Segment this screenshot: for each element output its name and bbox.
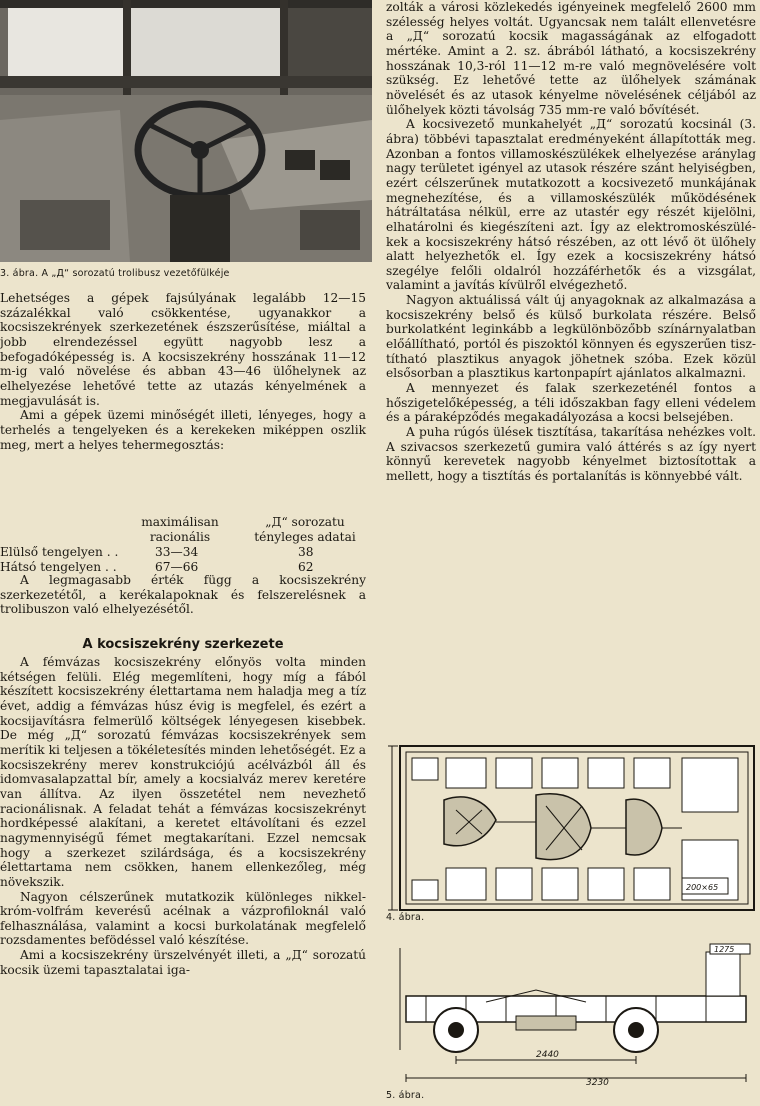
chassis-side-figure — [386, 940, 758, 1096]
dim-label: 3230 — [586, 1078, 609, 1088]
row-value: 38 — [298, 545, 314, 559]
paragraph: zolták a városi közlekedés igényeinek megfelelő 2600 mm szélesség helyes voltát. Ugyancsak nem talált ellenvetésre a „Д“ sorozatú kocsik magasságának az elfogadott mértéke. Amint a 2. sz. ábrából látható, a kocsiszekrény hosszának 10,3-ról 11—12 m-re való megnövelésére volt szükség. Ez lehetővé tette az ülőhelyek számának növelését és az utasok kényelme növelésének céljából az ülőhelyek közti távolság 735 mm-re való bővítését. — [386, 0, 756, 117]
row-value: 62 — [298, 559, 314, 574]
paragraph: A mennyezet és falak szerkezeténél fontos a hőszigetelőképesség, a téli időszakban fagy elleni védelem és a páraképződés megakadályozása a kocsi belsejében. — [386, 381, 756, 425]
dim-label: 1275 — [714, 945, 735, 954]
paragraph: Lehetséges a gépek fajsúlyának legalább 12—15 százalékkal való csökkentése, ugyanakkor a kocsiszekrények szerkezetének észszerűsítése, miáltal a jobb elrendezéssel együtt nagyobb lesz a befogadóképesség is. A kocsiszekrény hosszának 11—12 m-ig való növelése és abban 43—46 ülőhelynek az elhelyezése lehetővé tette az utazás kényelmének a megjavulását is. — [0, 291, 366, 408]
table-row — [0, 545, 366, 560]
floor-plan-figure — [386, 740, 758, 918]
axle-load-table — [0, 515, 366, 574]
paragraph: A puha rúgós ülések tisztítása, takarítása nehézkes volt. A szivacsos szerkezetű gumira való áttérés s az így nyert könnyű kerevetek nagyobb kényelmet biztosítottak a mellett, hogy a tisztítás és portalanítás is könnyebbé vált. — [386, 425, 756, 483]
dim-label: 2440 — [536, 1050, 559, 1060]
paragraph: Ami a kocsiszekrény ürszelvényét illeti, a „Д“ sorozatú kocsik üzemi tapasztalatai iga- — [0, 948, 366, 977]
figure-4-label: 200×65 — [686, 883, 719, 892]
row-label: Hátsó tengelyen . . — [0, 559, 117, 574]
driver-cab-photo — [0, 0, 372, 262]
table-row — [0, 560, 366, 575]
paragraph: Ami a gépek üzemi minőségét illeti, lényeges, hogy a terhelés a tengelyeken és a kerekeken miképpen oszlik meg, mert a helyes tehermegosztás: — [0, 408, 366, 452]
paragraph: Nagyon aktuálissá vált új anyagoknak az alkalmazása a kocsiszekrény belső és külső burkolata részére. Belső burkolatként leginkább a legkülönbözőbb színárnyalatban előállítható, portól és piszoktól könnyen és egyszerűen tisztítható plasztikus anyagok jöhetnek szóba. Ezek közül elsősorban a plasztikus kartonpapírt ajánlatos alkalmazni. — [386, 293, 756, 381]
section-heading: A kocsiszekrény szerkezete — [82, 637, 284, 652]
right-text — [386, 0, 756, 484]
paragraph: A fémvázas kocsiszekrény előnyös volta minden kétségen felüli. Elég megemlíteni, hogy míg a fából készített kocsiszekrény élettartama nem haladja meg a tíz évet, addig a fémvázas húsz évig is megfelel, és ezért a kocsijavításra felmerülő költségek lényegesen kisebbek. De még „Д“ sorozatú fémvázas kocsiszekrények sem merítik ki teljesen a tökéletesítés minden lehetőségét. Ez a kocsiszekrény merev konstrukciójú acélvázból áll és idomvasalapzattal bír, amely a kocsialváz merev keretére van állítva. Az ilyen összetétel nem nevezhető racionálisnak. A feladat tehát a fémvázas kocsiszekrényt hordképessé alakítani, a keretet eltávolítani és ezzel nagymennyiségű fémet megtakarítani. Ezzel nemcsak hogy a szerkezet szilárdsága, és a kocsiszekrény élettartama nem csökken, hanem ellenkezőleg, még növekszik. — [0, 655, 366, 889]
col1-header-2: racionális — [149, 529, 211, 544]
paragraph: Nagyon célszerűnek mutatkozik különleges nikkel-króm-volfrám keverésű acélnak a vázprofiloknál való felhasználása, valamint a kocsi burkolatának megfelelő rozsdamentes befödéssel való készítése. — [0, 889, 366, 948]
paragraph: A legmagasabb érték függ a kocsiszekrény szerkezetétől, a kerékalapoknak és felszerelésnek a trolibuszon való elhelyezésétől. — [0, 573, 366, 617]
figure-3-caption: 3. ábra. A „Д“ sorozatú trolibusz vezetőfülkéje — [0, 268, 230, 279]
figure-4-caption: 4. ábra. — [386, 912, 425, 923]
row-value: 67—66 — [155, 559, 199, 574]
col2-header-2: tényleges adatai — [254, 529, 356, 544]
row-label: Elülső tengelyen . . — [0, 545, 119, 559]
figure-5-caption: 5. ábra. — [386, 1090, 425, 1101]
paragraph: A kocsivezető munkahelyét „Д“ sorozatú kocsinál (3. ábra) többévi tapasztalat eredményeként állapították meg. Azonban a fontos villamoskészülékek elhelyezése aránylag nagy területet igényel az utasok részére szánt helyiségben, ezért célszerűnek mutatkozott a kocsivezető munkájának megnehezítése, és a villamoskészülék működésének hátráltatása nélkül, erre az utastér egy részét kijelölni, elhatárolni és kiegészíteni azt. Így az elektromoskészülékek a kocsiszekrény hátsó részében, az ott lévő öt ülőhely alatt helyezhetők el. Így ezek a kocsiszekrény hátsó szegélye felőli oldalról hozzáférhetők és a vizsgálat, valamint a javítás kívülről elvégezhető. — [386, 117, 756, 293]
left-text-mid — [0, 573, 366, 617]
left-text-bottom — [0, 655, 366, 977]
col2-header: „Д“ sorozatu — [265, 515, 345, 529]
row-value: 33—34 — [155, 545, 199, 559]
left-text-top — [0, 291, 366, 452]
col1-header: maximálisan — [141, 515, 219, 529]
table-header — [0, 515, 366, 545]
